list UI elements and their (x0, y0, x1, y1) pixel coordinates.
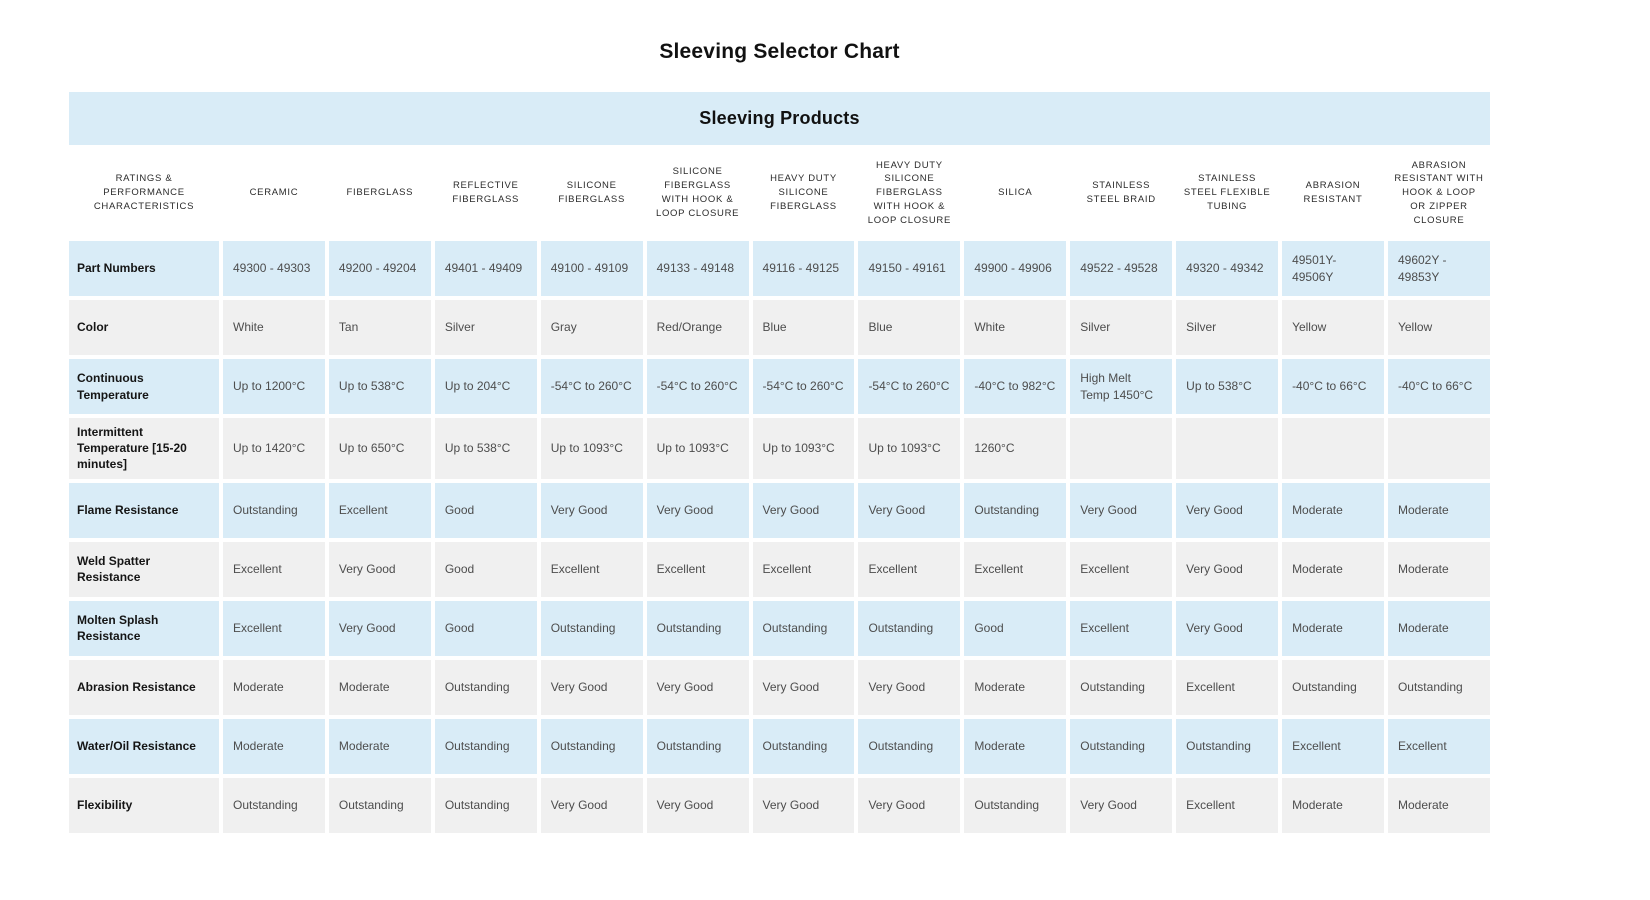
cell: 49116 - 49125 (753, 241, 855, 296)
cell: Very Good (753, 483, 855, 538)
table-row (69, 483, 1490, 538)
table-head (69, 149, 1490, 237)
cell: 49100 - 49109 (541, 241, 643, 296)
cell: Excellent (1176, 778, 1278, 833)
cell: Moderate (1388, 483, 1490, 538)
cell: Very Good (329, 601, 431, 656)
cell: -54°C to 260°C (753, 359, 855, 414)
cell (1388, 418, 1490, 479)
cell: Outstanding (647, 719, 749, 774)
cell: 49300 - 49303 (223, 241, 325, 296)
cell: Excellent (1070, 542, 1172, 597)
row-label: Flexibility (69, 778, 219, 833)
cell: Outstanding (541, 601, 643, 656)
cell: Excellent (1070, 601, 1172, 656)
cell: Moderate (1388, 778, 1490, 833)
cell: Moderate (329, 660, 431, 715)
row-label: Flame Resistance (69, 483, 219, 538)
cell: Up to 1200°C (223, 359, 325, 414)
cell: Excellent (541, 542, 643, 597)
page-title: Sleeving Selector Chart (659, 40, 900, 63)
column-header: REFLECTIVE FIBERGLASS (435, 149, 537, 237)
cell: Very Good (647, 483, 749, 538)
column-header: HEAVY DUTY SILICONE FIBERGLASS (753, 149, 855, 237)
corner-header: RATINGS & PERFORMANCE CHARACTERISTICS (69, 149, 219, 237)
cell: 49602Y - 49853Y (1388, 241, 1490, 296)
cell: Very Good (647, 778, 749, 833)
cell: Excellent (1282, 719, 1384, 774)
cell (1176, 418, 1278, 479)
column-header: STAINLESS STEEL BRAID (1070, 149, 1172, 237)
table-row (69, 300, 1490, 355)
cell: Excellent (1388, 719, 1490, 774)
cell: Outstanding (1176, 719, 1278, 774)
cell: Moderate (1282, 542, 1384, 597)
cell: Moderate (1388, 542, 1490, 597)
cell: Outstanding (435, 719, 537, 774)
cell: Blue (753, 300, 855, 355)
cell (1070, 418, 1172, 479)
cell: 49200 - 49204 (329, 241, 431, 296)
row-label: Intermittent Temperature [15-20 minutes] (69, 418, 219, 479)
column-header: SILICA (964, 149, 1066, 237)
cell: Tan (329, 300, 431, 355)
cell: -40°C to 66°C (1388, 359, 1490, 414)
cell: Outstanding (1070, 660, 1172, 715)
cell: Excellent (223, 601, 325, 656)
cell: 49133 - 49148 (647, 241, 749, 296)
cell: Outstanding (223, 483, 325, 538)
column-header: FIBERGLASS (329, 149, 431, 237)
cell: 49150 - 49161 (858, 241, 960, 296)
cell: Up to 538°C (329, 359, 431, 414)
table-row (69, 418, 1490, 479)
cell: Very Good (858, 660, 960, 715)
cell: Very Good (1070, 778, 1172, 833)
table-row (69, 542, 1490, 597)
sleeving-table (65, 145, 1494, 837)
cell: Good (435, 542, 537, 597)
row-label: Abrasion Resistance (69, 660, 219, 715)
cell: Very Good (541, 660, 643, 715)
table-row (69, 660, 1490, 715)
cell: Very Good (858, 778, 960, 833)
cell: Outstanding (964, 483, 1066, 538)
column-header: STAINLESS STEEL FLEXIBLE TUBING (1176, 149, 1278, 237)
table-row (69, 241, 1490, 296)
row-label: Color (69, 300, 219, 355)
cell: Up to 1093°C (647, 418, 749, 479)
cell: Outstanding (435, 660, 537, 715)
cell: Moderate (1282, 483, 1384, 538)
cell: -54°C to 260°C (647, 359, 749, 414)
cell: Very Good (858, 483, 960, 538)
table-row (69, 719, 1490, 774)
table-row (69, 778, 1490, 833)
cell: Excellent (223, 542, 325, 597)
cell: Outstanding (858, 601, 960, 656)
cell: Very Good (1176, 601, 1278, 656)
cell: Excellent (753, 542, 855, 597)
cell: White (964, 300, 1066, 355)
cell: 49501Y-49506Y (1282, 241, 1384, 296)
cell: Outstanding (1388, 660, 1490, 715)
cell: Moderate (964, 719, 1066, 774)
cell: Outstanding (753, 719, 855, 774)
row-label: Water/Oil Resistance (69, 719, 219, 774)
cell: Yellow (1282, 300, 1384, 355)
cell (1282, 418, 1384, 479)
row-label: Molten Splash Resistance (69, 601, 219, 656)
cell: Good (435, 601, 537, 656)
cell: -40°C to 66°C (1282, 359, 1384, 414)
cell: Moderate (964, 660, 1066, 715)
cell: Excellent (329, 483, 431, 538)
cell: Good (964, 601, 1066, 656)
cell: Outstanding (223, 778, 325, 833)
column-header: CERAMIC (223, 149, 325, 237)
cell: Very Good (647, 660, 749, 715)
cell: Outstanding (1282, 660, 1384, 715)
cell: 49401 - 49409 (435, 241, 537, 296)
cell: Silver (435, 300, 537, 355)
cell: Up to 204°C (435, 359, 537, 414)
cell: Outstanding (329, 778, 431, 833)
cell: Up to 1420°C (223, 418, 325, 479)
cell: Red/Orange (647, 300, 749, 355)
cell: Up to 538°C (435, 418, 537, 479)
cell: 49320 - 49342 (1176, 241, 1278, 296)
cell: Silver (1070, 300, 1172, 355)
column-header: ABRASION RESISTANT (1282, 149, 1384, 237)
table-body (69, 241, 1490, 833)
cell: Up to 538°C (1176, 359, 1278, 414)
cell: Outstanding (647, 601, 749, 656)
cell: Up to 1093°C (541, 418, 643, 479)
cell: Outstanding (1070, 719, 1172, 774)
cell: 49900 - 49906 (964, 241, 1066, 296)
cell: Outstanding (435, 778, 537, 833)
table-row (69, 601, 1490, 656)
cell: Very Good (1176, 483, 1278, 538)
cell: Moderate (223, 660, 325, 715)
header-row (69, 149, 1490, 237)
cell: Very Good (329, 542, 431, 597)
cell: Moderate (223, 719, 325, 774)
cell: Excellent (1176, 660, 1278, 715)
cell: Outstanding (541, 719, 643, 774)
cell: Up to 650°C (329, 418, 431, 479)
column-header: SILICONE FIBERGLASS WITH HOOK & LOOP CLOSURE (647, 149, 749, 237)
table-row (69, 359, 1490, 414)
cell: 49522 - 49528 (1070, 241, 1172, 296)
cell: White (223, 300, 325, 355)
cell: Up to 1093°C (858, 418, 960, 479)
column-header: ABRASION RESISTANT WITH HOOK & LOOP OR ZIPPER CLOSURE (1388, 149, 1490, 237)
cell: Up to 1093°C (753, 418, 855, 479)
cell: Yellow (1388, 300, 1490, 355)
cell: Very Good (1070, 483, 1172, 538)
cell: Outstanding (858, 719, 960, 774)
cell: Gray (541, 300, 643, 355)
cell: Moderate (1388, 601, 1490, 656)
cell: Moderate (1282, 601, 1384, 656)
cell: -54°C to 260°C (541, 359, 643, 414)
cell: 1260°C (964, 418, 1066, 479)
cell: Very Good (541, 483, 643, 538)
row-label: Continuous Temperature (69, 359, 219, 414)
band-title: Sleeving Products (699, 108, 860, 128)
sleeving-products-band (69, 92, 1490, 145)
cell: Very Good (1176, 542, 1278, 597)
cell: Outstanding (964, 778, 1066, 833)
cell: High Melt Temp 1450°C (1070, 359, 1172, 414)
row-label: Weld Spatter Resistance (69, 542, 219, 597)
cell: Very Good (753, 660, 855, 715)
cell: Excellent (964, 542, 1066, 597)
row-label: Part Numbers (69, 241, 219, 296)
cell: Excellent (647, 542, 749, 597)
cell: Silver (1176, 300, 1278, 355)
cell: Moderate (1282, 778, 1384, 833)
cell: Moderate (329, 719, 431, 774)
column-header: SILICONE FIBERGLASS (541, 149, 643, 237)
cell: -54°C to 260°C (858, 359, 960, 414)
content-area (69, 0, 1490, 837)
cell: Excellent (858, 542, 960, 597)
cell: Very Good (753, 778, 855, 833)
cell: Blue (858, 300, 960, 355)
cell: -40°C to 982°C (964, 359, 1066, 414)
cell: Good (435, 483, 537, 538)
cell: Outstanding (753, 601, 855, 656)
column-header: HEAVY DUTY SILICONE FIBERGLASS WITH HOOK & LOOP CLOSURE (858, 149, 960, 237)
cell: Very Good (541, 778, 643, 833)
